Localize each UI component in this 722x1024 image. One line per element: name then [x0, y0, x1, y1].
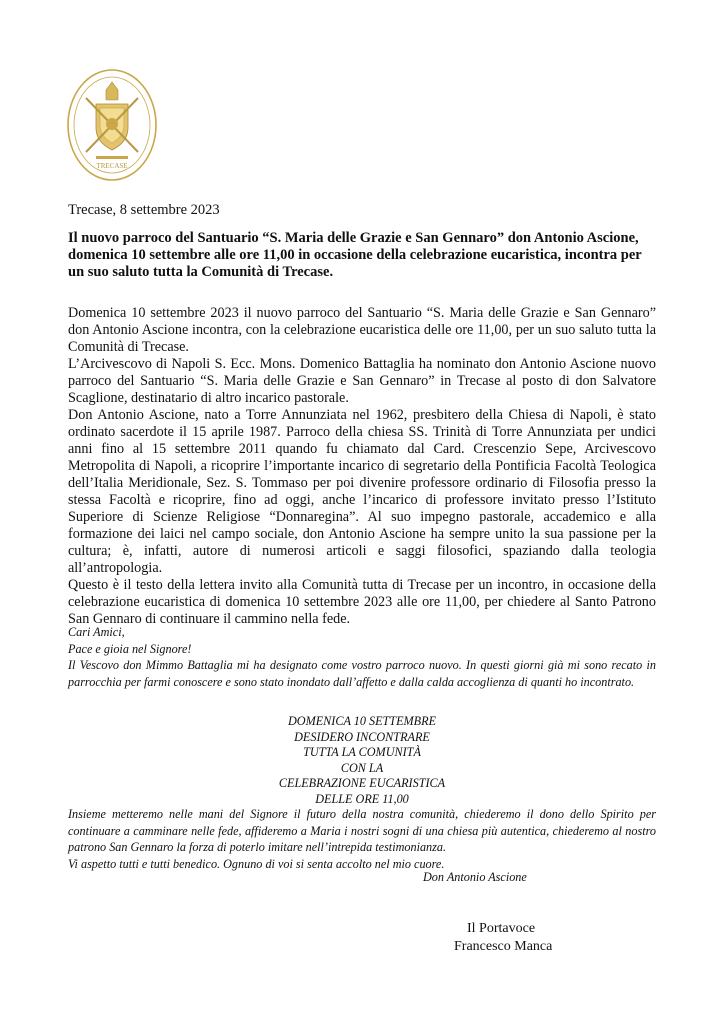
announcement-line: TUTTA LA COMUNITÀ [303, 745, 421, 760]
invitation-letter [68, 624, 656, 690]
paragraph: Questo è il testo della lettera invito alla Comunità tutta di Trecase per un incontro, in occasione della celebrazione eucaristica di domenica 10 settembre 2023 alle ore 11,00, per chiedere al Santo Patrono San Gennaro di continuare il cammino nella fede. [68, 577, 656, 627]
event-announcement [68, 714, 656, 808]
dateline: Trecase, 8 settembre 2023 [68, 202, 220, 218]
sanctuary-seal-logo [66, 68, 158, 182]
announcement-line: CON LA [340, 760, 384, 775]
headline-text: Il nuovo parroco del Santuario “S. Maria delle Grazie e San Gennaro” don Antonio Ascione, domenica 10 settembre alle ore 11,00 in occasione della celebrazione eucaristica, incontra per un suo saluto tutta la Comunità di Trecase. [68, 230, 642, 280]
letter-signature: Don Antonio Ascione [423, 870, 527, 884]
seal-bottom-text: TRECASE [96, 162, 128, 170]
article-body [68, 305, 656, 628]
letter-salutation: Cari Amici, [68, 625, 125, 639]
letter-greeting: Pace e gioia nel Signore! [68, 641, 192, 656]
letter-intro: Il Vescovo don Mimmo Battaglia mi ha designato come vostro parroco nuovo. In questi giorni già mi sono recato in parrocchia per farmi conoscere e sono stato inondato dall’affetto e dalla calda accoglienza di quanti ho incontrato. [68, 658, 656, 689]
paragraph: L’Arcivescovo di Napoli S. Ecc. Mons. Domenico Battaglia ha nominato don Antonio Ascione nuovo parroco del Santuario “S. Maria delle Grazie e San Gennaro” in Trecase al posto di don Salvatore Scaglione, destinatario di altro incarico pastorale. [68, 356, 656, 406]
announcement-line: DOMENICA 10 SETTEMBRE [287, 714, 437, 728]
spokesperson-name: Francesco Manca [454, 939, 553, 954]
spokesperson-role: Il Portavoce [467, 921, 536, 936]
letter-closing-text: Insieme metteremo nelle mani del Signore il futuro della nostra comunità, chiederemo il dono dello Spirito per continuare a camminare nelle fede, affideremo a Maria i nostri sogni di una chiesa più autentica, chiederemo al nostro patrono San Gennaro la forza di poterlo imitare nell’intrepida testimonianza. [68, 807, 656, 854]
headline [68, 230, 658, 281]
letter-blessing: Vi aspetto tutti e tutti benedico. Ognuno di voi si senta accolto nel mio cuore. [68, 856, 445, 871]
spokesperson-block [454, 920, 553, 956]
announcement-line: CELEBRAZIONE EUCARISTICA [278, 776, 446, 791]
announcement-line: DELLE ORE 11,00 [315, 791, 409, 806]
paragraph: Don Antonio Ascione, nato a Torre Annunziata nel 1962, presbitero della Chiesa di Napoli, è stato ordinato sacerdote il 15 aprile 1987. Parroco della chiesa SS. Trinità di Torre Annunziata per undici anni fino al 15 settembre 2011 quando fu chiamato dal Card. Crescenzio Sepe, Arcivescovo Metropolita di Napoli, a ricoprire l’importante incarico di segretario della Pontificia Facoltà Teologica dell’Italia Meridionale, Sez. S. Tommaso per poi divenire professore ordinario di Filosofia presso la stessa Facoltà e ricoprire, fino ad oggi, anche l’incarico di professore invitato presso l’Istituto Superiore di Scienze Religiose “Donnaregina”. Al suo impegno pastorale, accademico e alla formazione dei laici nel campo sociale, don Antonio Ascione ha sempre unito la sua passione per la cultura; è, infatti, autore di numerosi articoli e saggi filosofici, spaziando dalla teologia all’antropologia. [68, 407, 656, 576]
paragraph: Domenica 10 settembre 2023 il nuovo parroco del Santuario “S. Maria delle Grazie e San Gennaro” don Antonio Ascione incontra, con la celebrazione eucaristica delle ore 11,00, per un suo saluto tutta la Comunità di Trecase. [68, 305, 656, 355]
letter-closing [68, 806, 656, 872]
announcement-line: DESIDERO INCONTRARE [294, 729, 430, 744]
